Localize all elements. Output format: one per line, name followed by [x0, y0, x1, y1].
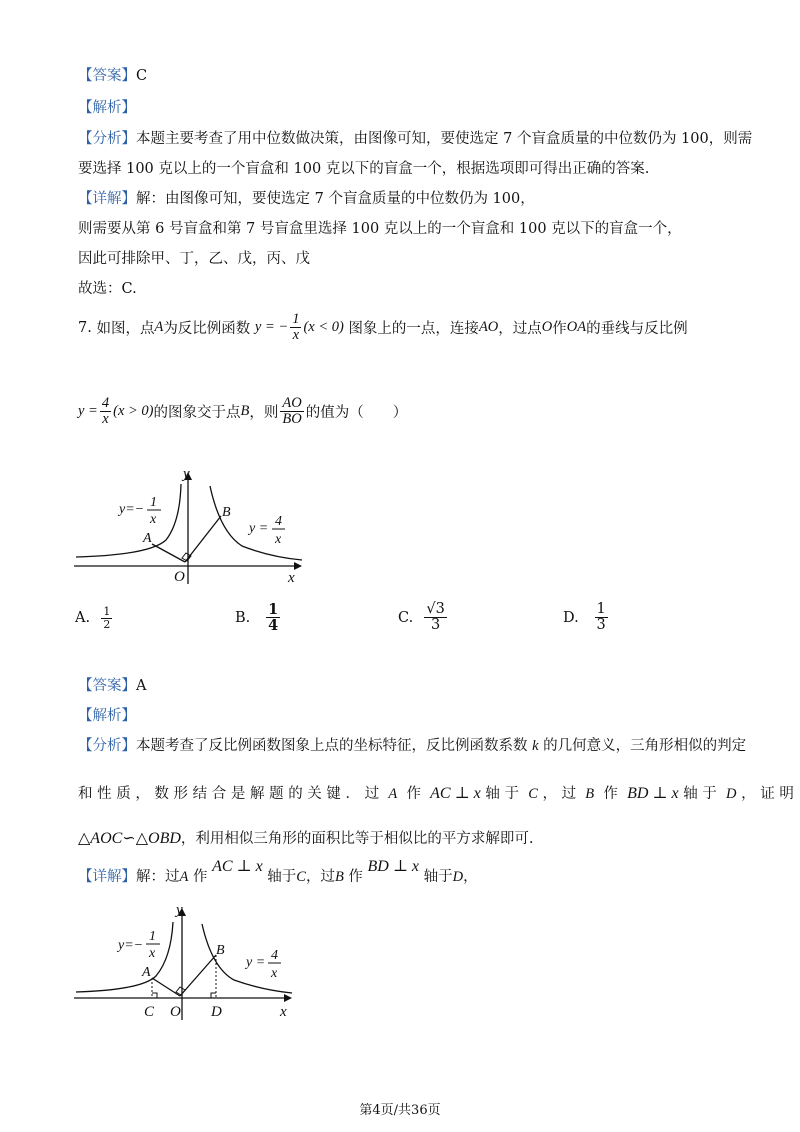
fraction-denominator: 3	[431, 617, 441, 634]
fenxi-text: ， 证 明	[741, 786, 794, 802]
point-a-label: A	[142, 965, 151, 980]
option-d[interactable]	[563, 602, 610, 633]
function-2-condition: (x > 0)	[113, 403, 154, 420]
answer-label: 【答案】	[78, 68, 136, 84]
answer-label: 【答案】	[78, 678, 136, 694]
fenxi2-line-2	[78, 782, 794, 803]
fraction-denominator: 2	[103, 617, 111, 631]
fenxi-text: ，利用相似三角形的面积比等于相似比的平方求解即可.	[180, 831, 534, 847]
fraction-denominator: x	[102, 411, 109, 428]
fraction-denominator: BO	[282, 411, 302, 428]
fraction-numerator: 4	[101, 395, 110, 411]
bd-perp-x: BD ⊥ x	[367, 858, 420, 875]
fenxi-text: 本题考查了反比例函数图象上点的坐标特征，反比例函数系数	[136, 738, 528, 754]
option-fraction	[101, 606, 112, 630]
point-b-label: B	[222, 505, 231, 520]
point-a-label: A	[143, 531, 152, 546]
option-b[interactable]	[235, 602, 282, 633]
option-fraction	[266, 602, 280, 633]
function-1-fraction	[290, 312, 301, 343]
right-equation-num: 4	[271, 948, 278, 963]
xiangjie-text: ，过	[305, 869, 335, 885]
fraction-denominator: 3	[596, 617, 606, 634]
question-text: 的图象交于点	[153, 405, 241, 422]
point-b-label: B	[585, 786, 595, 802]
fenxi-text: 轴 于	[485, 786, 519, 802]
x-axis-arrow	[294, 562, 302, 570]
left-equation-lhs: y=−	[118, 938, 144, 953]
point-c-label: C	[296, 869, 306, 885]
fenxi-text: 作	[406, 786, 421, 802]
right-equation-lhs: y =	[249, 521, 269, 536]
fenxi-line-2: 要选择 100 克以上的一个盲盒和 100 克以下的盲盒一个，根据选项即可得出正确的答案.	[78, 161, 650, 177]
fraction-numerator: 1	[292, 311, 300, 327]
option-letter: A.	[75, 610, 91, 627]
fraction-denominator: 4	[268, 617, 279, 635]
xiangjie-label: 【详解】	[78, 869, 136, 885]
fenxi-label: 【分析】	[78, 738, 136, 754]
question-7-line-2	[78, 396, 407, 427]
right-equation-den: x	[271, 966, 278, 981]
fraction-numerator: 1	[103, 605, 111, 618]
option-letter: C.	[398, 609, 414, 626]
fenxi-line-1	[78, 127, 752, 148]
graph-2	[70, 898, 300, 1026]
x-axis-label: x	[288, 570, 295, 586]
right-equation-num: 4	[275, 514, 282, 529]
option-a[interactable]	[75, 606, 114, 630]
point-b-label: B	[240, 403, 250, 420]
xiangjie-label: 【详解】	[78, 191, 136, 207]
question-number: 7.	[78, 319, 92, 336]
xiangjie-text: ，	[463, 869, 478, 885]
xiangjie-text: 作	[192, 869, 208, 885]
question-text: 作	[552, 321, 567, 338]
segment-oa: OA	[566, 319, 587, 336]
answer-value: A	[136, 678, 147, 694]
fenxi-text: 作	[603, 786, 618, 802]
point-c-label: C	[144, 1004, 155, 1020]
question-text: 图象上的一点，连接	[348, 321, 479, 338]
page-footer: 第4页/共36页	[359, 1103, 441, 1118]
point-d-label: D	[452, 869, 464, 885]
xiangjie-line-3: 因此可排除甲、丁，乙、戊，丙、戊	[78, 251, 310, 267]
fenxi-text: 的几何意义，三角形相似的判定	[543, 738, 747, 754]
question-text: ，则	[249, 405, 279, 422]
answer-value: C	[136, 68, 148, 84]
x-axis-label: x	[280, 1004, 287, 1020]
point-a-label: A	[154, 319, 164, 336]
point-c-label: C	[528, 786, 538, 802]
question-text: 为反比例函数	[163, 321, 251, 338]
graph-1	[70, 462, 310, 587]
question-text: 如图，点	[96, 321, 155, 338]
fenxi2-line-3	[78, 827, 534, 848]
ac-perp-x: AC ⊥ x	[430, 785, 481, 802]
fenxi2-line-1	[78, 734, 746, 755]
option-fraction	[424, 602, 446, 633]
fenxi-label: 【分析】	[78, 131, 136, 147]
function-1-lhs: y = −	[254, 319, 289, 336]
y-axis-label: y	[176, 902, 183, 918]
fenxi-text: 轴 于	[683, 786, 717, 802]
left-equation-den: x	[150, 512, 157, 527]
segment-ao: AO	[478, 319, 499, 336]
x-axis-arrow	[284, 994, 292, 1002]
point-d-label: D	[211, 1004, 222, 1020]
answer-line	[78, 64, 147, 85]
function-2-fraction	[100, 396, 111, 427]
fenxi-text: ， 过	[542, 786, 577, 802]
option-letter: B.	[235, 609, 251, 626]
xiangjie2-line-1	[78, 858, 478, 886]
question-text: 的垂线与反比例	[586, 321, 688, 338]
xiangjie-line-1	[78, 187, 535, 208]
fraction-numerator: 1	[268, 601, 279, 618]
fraction-numerator: √3	[426, 601, 445, 617]
k-symbol: k	[532, 738, 539, 754]
bd-perp-x: BD ⊥ x	[627, 785, 679, 802]
xiangjie-line-4: 故选：C.	[78, 281, 137, 297]
xiangjie-text: 作	[348, 869, 363, 885]
question-7-line-1	[78, 312, 688, 343]
ratio-fraction	[280, 396, 303, 427]
analysis-label: 【解析】	[78, 100, 136, 116]
right-equation-den: x	[275, 532, 282, 547]
left-equation-num: 1	[150, 495, 157, 510]
xiangjie-text: 轴于	[267, 869, 297, 885]
point-b-label: B	[216, 943, 225, 958]
fraction-denominator: x	[292, 327, 300, 344]
curve-left	[76, 484, 181, 557]
xiangjie-text: 解：过	[136, 869, 180, 885]
question-text: ，过点	[498, 321, 542, 338]
option-letter: D.	[563, 609, 579, 626]
fraction-numerator: 1	[596, 601, 606, 617]
point-o-label: O	[541, 319, 553, 336]
fraction-numerator: AO	[282, 395, 302, 411]
point-d-label: D	[726, 786, 737, 802]
left-equation-lhs: y=−	[119, 502, 145, 517]
origin-label: O	[170, 1004, 181, 1020]
right-angle-c	[152, 993, 157, 998]
function-1-condition: (x < 0)	[303, 319, 344, 336]
fenxi-text: 本题主要考查了用中位数做决策，由图像可知，要使选定 7 个盲盒质量的中位数仍为 100，则需	[136, 131, 753, 147]
right-angle-d	[211, 993, 216, 998]
answer-line-2	[78, 674, 146, 695]
point-a-label: A	[179, 869, 189, 885]
xiangjie-line-2: 则需要从第 6 号盲盒和第 7 号盲盒里选择 100 克以上的一个盲盒和 100 克以下的盲盒一个，	[78, 221, 682, 237]
point-b-label: B	[334, 869, 344, 885]
xiangjie-text: 轴于	[423, 869, 453, 885]
origin-label: O	[174, 569, 185, 585]
question-text: 的值为（ ）	[305, 405, 408, 422]
fenxi-text: 和 性 质 ， 数 形 结 合 是 解 题 的 关 键 ． 过	[78, 786, 380, 802]
function-2-lhs: y =	[78, 403, 98, 420]
segment-ao-line	[152, 544, 185, 562]
analysis-label-2: 【解析】	[78, 708, 136, 724]
ac-perp-x: AC ⊥ x	[212, 858, 263, 875]
right-equation-lhs: y =	[246, 955, 266, 970]
left-equation-den: x	[149, 946, 156, 961]
option-fraction	[595, 602, 608, 633]
left-equation-num: 1	[149, 929, 156, 944]
option-c[interactable]	[398, 602, 449, 633]
point-a-label: A	[388, 786, 398, 802]
similar-triangles: △AOC∽△OBD	[78, 830, 181, 847]
y-axis-label: y	[183, 466, 190, 482]
xiangjie-text: 解：由图像可知，要使选定 7 个盲盒质量的中位数仍为 100，	[136, 191, 535, 207]
